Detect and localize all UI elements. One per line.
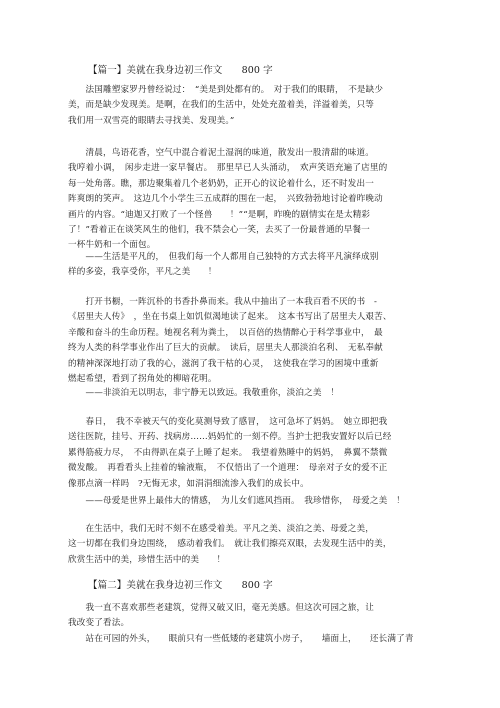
- text-line: ——母爱是世界上最伟大的情感， 为儿女们遮风挡雨。 我珍惜你， 母爱之美 ！: [68, 496, 405, 506]
- text-line: 一杯牛奶和一个面包。: [68, 240, 156, 251]
- text-line: 春日， 我不幸被天气的变化莫测导致了感冒， 这可急坏了妈妈。 她立即把我: [68, 417, 388, 427]
- text-line: 的精神深深地打动了我的心，滋润了我干枯的心灵， 这使我在学习的困境中重新: [68, 358, 379, 369]
- text-line: 我改变了看法。: [68, 618, 130, 629]
- text-line: 清晨，鸟语花香，空气中混合着泥土湿润的味道，散发出一股清甜的味道。: [68, 148, 375, 158]
- paragraph-old-buildings: [68, 601, 438, 632]
- paragraph-mother: [68, 415, 438, 492]
- text-line: 打开书橱，一阵沉朴的书香扑鼻而来。我从中抽出了一本我百看不厌的书 -: [68, 297, 378, 307]
- text-line: 样的多姿，我享受你，平凡之美 ！: [68, 267, 217, 278]
- paragraph-morning: [68, 146, 438, 254]
- text-line: 了！”看着正在谈笑风生的他们，我不禁会心一笑，去买了一份最普通的早餐一: [68, 225, 370, 236]
- paragraph-quote: [68, 83, 438, 129]
- text-line: ——生活是平凡的， 但我们每一个人都用自己独特的方式去将平凡演绎成别: [68, 252, 379, 262]
- essay-heading-2: 【篇二】美就在我身边初三作文 800 字: [88, 580, 273, 591]
- paragraph-conclusion: [68, 522, 438, 568]
- text-line: 终为人类的科学事业作出了巨大的贡献。 读后，居里夫人那淡泊名利、 无私奉献: [68, 343, 383, 354]
- text-line: 像那点滴一样吗 ?无悔无求，如涓涓细流渗入我们的成长中。: [68, 478, 309, 489]
- text-line: 燃起希望，看到了拐角处的柳暗花明。: [68, 374, 217, 385]
- text-line: 欣赏生活中的美，珍惜生活中的美 ！: [68, 554, 226, 565]
- text-line: 法国雕塑家罗丹曾经说过： “美是到处都有的。 对于我们的眼睛， 不是缺少: [68, 85, 384, 95]
- text-line: 辛酸和奋斗的生命历程。她视名利为粪土， 以百倍的热情醉心于科学事业中， 最: [68, 327, 383, 338]
- text-line: 美，而是缺少发现美。是啊，在我们的生活中，处处充盈着美，洋溢着美，只等: [68, 100, 375, 111]
- text-line: 每一处角落。瞧，那边聚集着几个老奶奶，正开心的议论着什么，还不时发出一: [68, 178, 375, 189]
- text-line: 在生活中，我们无时不刻不在感受着美。平凡之美、淡泊之美、母爱之美，: [68, 524, 375, 534]
- paragraph-garden: [68, 632, 438, 647]
- text-line: 我哼着小调， 闲步走进一家早餐店。 那里早已人头涌动， 欢声笑语充遍了店里的: [68, 163, 388, 174]
- paragraph-mother-love: [68, 494, 438, 509]
- text-line: 画片的内容。“迪迦又打败了一个怪兽 ！”“是啊，昨晚的剧情实在是太精彩: [68, 209, 371, 220]
- text-line: 《居里夫人传》 ，坐在书桌上如饥似渴地读了起来。 这本书写出了居里夫人艰苦、: [68, 312, 392, 323]
- text-line: 我们用一双雪亮的眼睛去寻找美、发现美。”: [68, 115, 235, 126]
- text-line: 送往医院，挂号、开药、找病房……妈妈忙的一刻不停。当护士把我安置好以后已经: [68, 432, 392, 443]
- essay-heading-1: 【篇一】美就在我身边初三作文 800 字: [88, 65, 273, 76]
- text-line: 这一切都在我们身边围绕， 感动着我们。 就让我们擦亮双眼，去发现生活中的美，: [68, 539, 392, 550]
- text-line: 微发酸。 再看看头上挂着的输液瓶， 不仅悟出了一个道理： 母亲对子女的爱不正: [68, 463, 388, 474]
- text-line: ——非淡泊无以明志，非宁静无以致远。我敬重你，淡泊之美 ！: [68, 388, 340, 398]
- text-line: 站在可园的外头， 眼前只有一些低矮的老建筑小房子， 墙面上， 还长满了青: [68, 634, 414, 644]
- text-line: 我一直不喜欢那些老建筑，觉得又破又旧，毫无美感。但这次可园之旅，让: [68, 603, 375, 613]
- paragraph-ordinary-beauty: [68, 250, 438, 281]
- paragraph-book: [68, 295, 438, 387]
- text-line: 阵爽朗的笑声。 这边几个小学生三五成群的围在一起， 兴致勃勃地讨论着昨晚动: [68, 194, 383, 205]
- paragraph-tranquil-beauty: [68, 386, 438, 401]
- text-line: 累得筋疲力尽， 不由得趴在桌子上睡了起来。 我望着熟睡中的妈妈， 鼻翼不禁微: [68, 447, 388, 458]
